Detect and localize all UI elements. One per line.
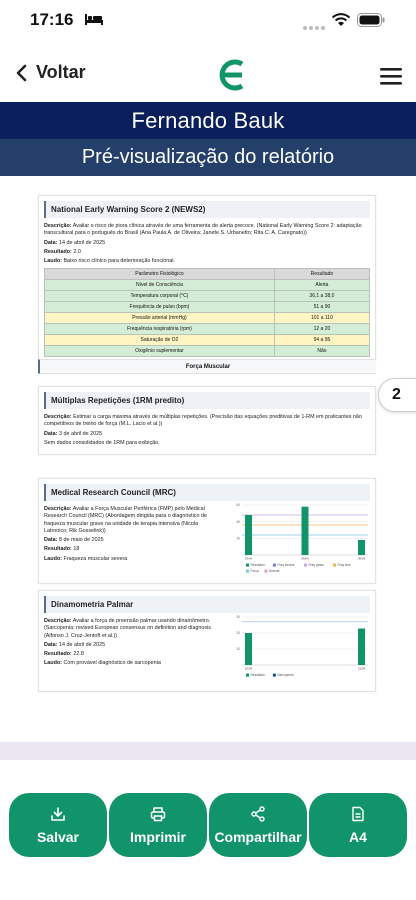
legend-swatch [246,674,249,677]
y-tick-label: 20 [236,631,240,636]
mrc-card [38,478,376,584]
legend-label: Fraq severa [277,563,295,567]
chart-bar [245,633,252,665]
news2-card [38,195,376,363]
chevron-left-icon [14,64,28,82]
table-cell: 36,1 a 38,0 [274,291,369,302]
battery-icon [357,13,385,27]
dinamometria-result: Resultado: 22.8 [44,651,84,658]
y-tick-label: 60 [236,503,240,508]
dinamometria-date: Data: 14 de abril de 2025 [44,641,106,648]
section-title: Força Muscular [38,359,376,374]
table-cell: Frequência de pulso (bpm) [45,302,275,313]
status-time: 17:16 [30,10,74,29]
print-button[interactable] [109,793,207,857]
x-tick-label: 08/05 [357,556,366,561]
mrc-date: Data: 8 de maio de 2025 [44,537,104,544]
news2-date: Data: 14 de abril de 2025 [44,239,106,246]
table-row [45,324,370,335]
table-header-cell: Parâmetro Fisiológico [45,269,275,280]
legend-label: Resultado [250,673,265,677]
action-bar [9,793,407,857]
x-tick-label: 23/04 [244,556,253,561]
table-row [45,302,370,313]
share-button[interactable] [209,793,307,857]
chart-bar [358,540,365,555]
chart-bar [358,629,365,665]
print-label: Imprimir [129,828,186,845]
y-tick-label: 20 [236,536,240,541]
sleep-focus-icon [84,12,104,26]
report-preview[interactable] [0,176,416,746]
legend-swatch [265,570,268,573]
save-label: Salvar [36,828,80,845]
legend-swatch [333,564,336,567]
table-cell: 51 a 90 [274,302,369,313]
legend-label: Força [250,569,259,573]
paper-format-label: A4 [349,828,367,845]
save-button[interactable] [9,793,107,857]
hamburger-menu-icon[interactable] [380,67,402,85]
y-tick-label: 40 [236,519,240,524]
x-tick-label: 08/05 [301,556,309,561]
y-tick-label: 10 [236,647,240,652]
mrc-report: Laudo: Fraqueza muscular severa [44,555,128,562]
table-cell: Nível de Consciência [45,280,275,291]
nav-bar [0,52,416,100]
back-button[interactable] [14,62,86,83]
dinamometria-title: Dinamometria Palmar [44,596,370,613]
rm-note: Sem dados consolidados de 1RM para exibição. [44,439,160,446]
page-indicator: 2 [378,378,416,412]
table-row [45,313,370,324]
rm-date: Data: 3 de abril de 2025 [44,430,103,437]
table-cell: Alerta [274,280,369,291]
legend-swatch [246,564,249,567]
share-icon [250,806,266,822]
mrc-chart [232,501,372,577]
dinamometria-chart [232,613,372,685]
patient-name-banner: Fernando Bauk [0,102,416,139]
legend-swatch [304,564,307,567]
signal-dots-icon [302,25,326,31]
news2-result: Resultado: 2.0 [44,248,81,255]
table-header-cell: Resultado [274,269,369,280]
mrc-title: Medical Research Council (MRC) [44,484,370,501]
legend-swatch [273,674,276,677]
news2-title: National Early Warning Score 2 (NEWS2) [44,201,370,218]
table-row [45,335,370,346]
mrc-description: Descrição: Avaliar a Força Muscular Periférica (FMP) pelo Medical Research Council (MRC) (Abordagem dirigida para o diagnóstico de fraqueza muscular grave na unidade de terapia intensiva (Nicola Latronico; Rik Gosselink)) [44,506,207,534]
table-cell: Saturação de O2 [45,335,275,346]
x-tick-label: 23/04 [244,666,253,671]
table-cell: 12 a 20 [274,324,369,335]
legend-swatch [246,570,249,573]
legend-label: Normal [269,569,280,573]
table-cell: Temperatura corporal (°C) [45,291,275,302]
table-row [45,346,370,357]
rm-description: Descrição: Estimar a carga máxima através de múltiplas repetições. (Precisão das equações preditivas de 1-RM em praticantes não competitivos de treino de força (M.L. Lacio et al.)) [44,414,362,428]
report-preview-title: Pré-visualização do relatório [0,139,416,176]
back-label: Voltar [36,62,86,82]
news2-report: Laudo: Baixo risco clínico para deterioração funcional. [44,258,175,265]
dinamometria-text [44,618,230,668]
table-cell: Pressão arterial (mmHg) [45,313,275,324]
legend-swatch [273,564,276,567]
download-icon [50,806,66,822]
y-tick-label: 30 [236,615,240,620]
app-logo [216,59,246,91]
news2-table-header [45,269,370,280]
table-cell: 94 a 95 [274,335,369,346]
mrc-result: Resultado: 18 [44,546,80,553]
news2-description: Descrição: Avaliar o risco de piora clínica através de uma ferramenta de alerta precoce. (National Early Warning Score 2: adaptação transcultural para o português do Brasil (Ana Paula A. de Oliveira; Janete S. Urbanetto; Rita C. A. Caregnato)) [44,223,362,237]
chart-bar [302,507,309,555]
rm-card [38,386,376,455]
x-tick-label: 23/04 [357,666,366,671]
paper-format-button[interactable] [309,793,407,857]
table-row [45,291,370,302]
legend-label: Sarcopenia [277,673,294,677]
table-cell: Não [274,346,369,357]
table-cell: Oxigênio suplementar [45,346,275,357]
rm-title: Múltiplas Repetições (1RM predito) [44,392,370,409]
dinamometria-report: Laudo: Com provável diagnóstico de sarcopenia [44,660,161,667]
printer-icon [150,806,166,822]
dinamometria-card [38,590,376,692]
legend-label: Resultado [250,563,265,567]
share-label: Compartilhar [214,828,302,845]
table-cell: Frequência respiratória (rpm) [45,324,275,335]
chart-bar [245,515,252,555]
mrc-text [44,506,220,563]
status-bar [0,0,416,44]
legend-label: Fraq grave [308,563,324,567]
news2-table [44,268,370,357]
table-cell: 101 a 110 [274,313,369,324]
dinamometria-description: Descrição: Avaliar a força de preensão palmar usando dinamômetro. (Sarcopenia: revised European consensus on definition and diagnosis (Alfonso J. Cruz-Jentoft et al.)) [44,618,211,639]
table-row [45,280,370,291]
document-icon [350,806,366,822]
wifi-icon [331,13,351,27]
legend-label: Fraq leve [337,563,351,567]
preview-footer-strip [0,742,416,760]
